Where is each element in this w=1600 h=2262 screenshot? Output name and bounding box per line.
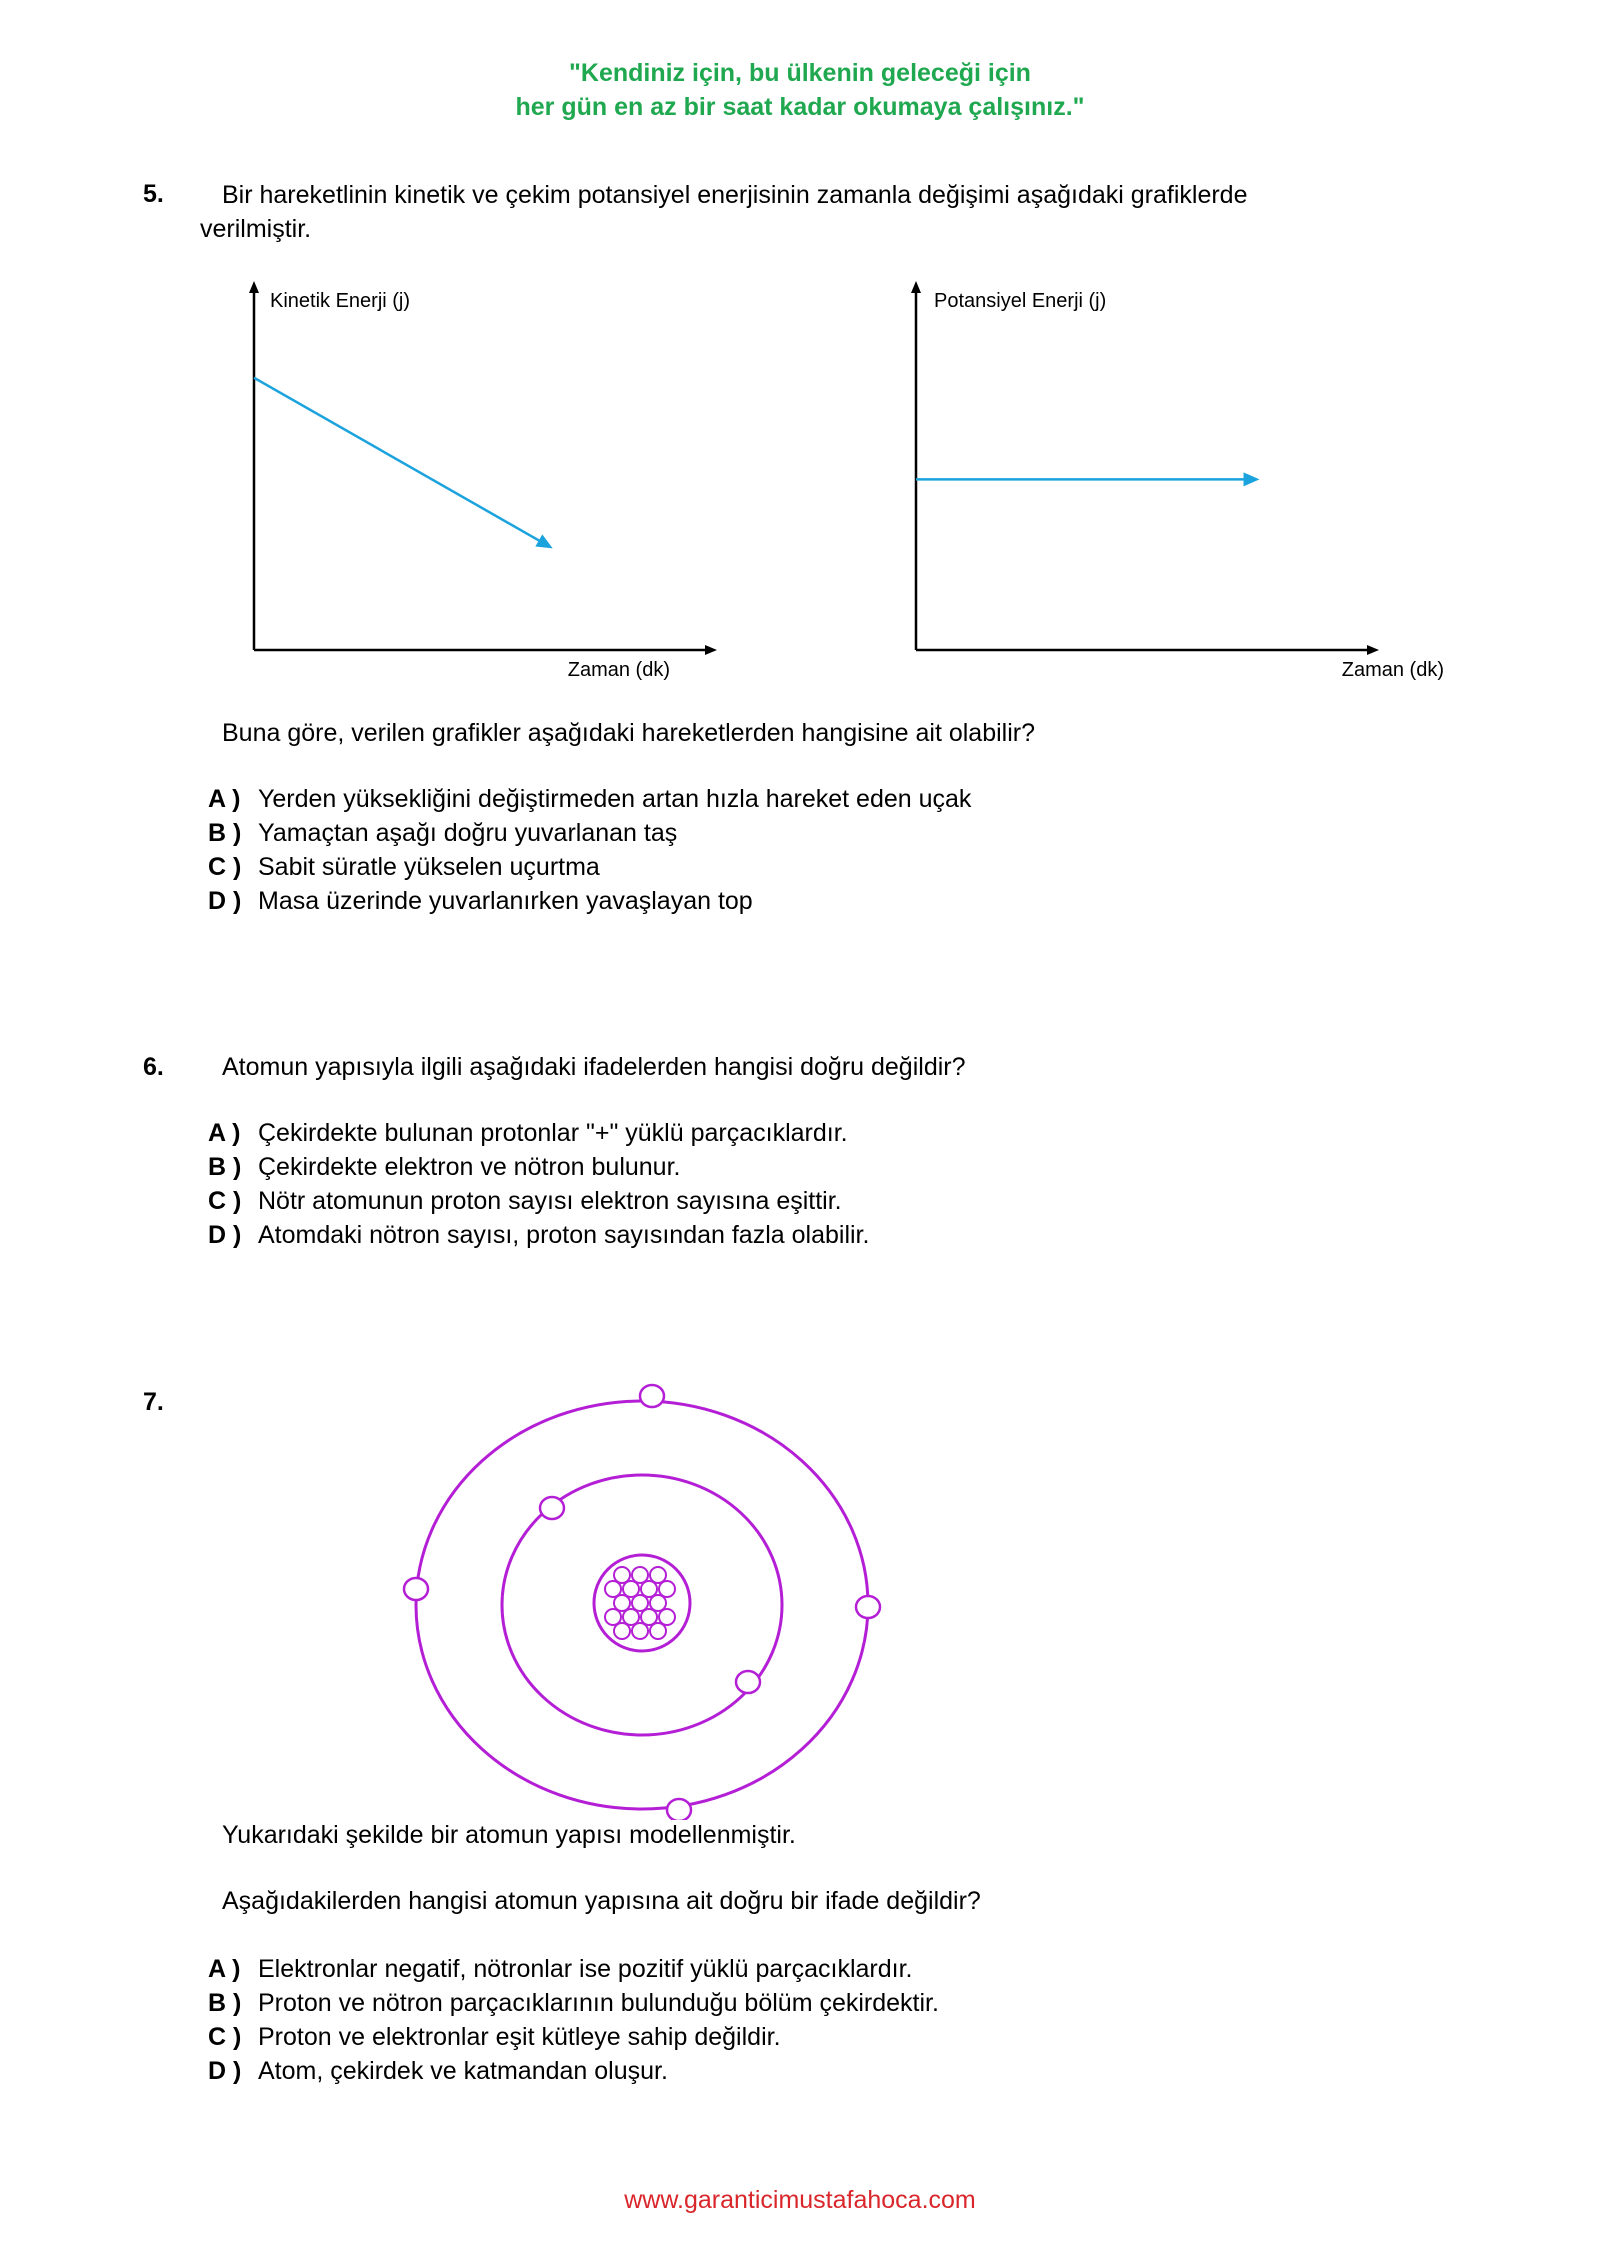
option-d[interactable]: D ) Masa üzerinde yuvarlanırken yavaşlayan top: [208, 887, 753, 915]
option-b[interactable]: B ) Yamaçtan aşağı doğru yuvarlanan taş: [208, 819, 678, 847]
nucleus-particles: [605, 1567, 675, 1639]
option-d[interactable]: D ) Atom, çekirdek ve katmandan oluşur.: [208, 2057, 668, 2085]
question-7-prompt: Aşağıdakilerden hangisi atomun yapısına ait doğru bir ifade değildir?: [222, 1887, 981, 1915]
x-axis-label: Zaman (dk): [1341, 659, 1444, 681]
nucleus-particle: [623, 1581, 639, 1597]
question-7-options: [208, 1952, 939, 2088]
option-c[interactable]: C ) Proton ve elektronlar eşit kütleye sahip değildir.: [208, 2023, 781, 2051]
nucleus-particle: [650, 1623, 666, 1639]
nucleus-particle: [605, 1609, 621, 1625]
nucleus-particle: [641, 1581, 657, 1597]
kinetic-energy-chart: [240, 275, 740, 685]
option-b[interactable]: B ) Proton ve nötron parçacıklarının bulunduğu bölüm çekirdektir.: [208, 1989, 939, 2017]
question-5-stem-line-1: Bir hareketlinin kinetik ve çekim potansiyel enerjisinin zamanla değişimi aşağıdaki grafiklerde: [222, 181, 1248, 209]
nucleus-particle: [623, 1609, 639, 1625]
x-axis-arrow: [705, 645, 717, 655]
question-5-prompt: Buna göre, verilen grafikler aşağıdaki hareketlerden hangisine ait olabilir?: [222, 719, 1035, 747]
nucleus-particle: [659, 1581, 675, 1597]
option-a[interactable]: A ) Elektronlar negatif, nötronlar ise pozitif yüklü parçacıklardır.: [208, 1955, 913, 1983]
series-arrowhead: [1244, 472, 1260, 486]
x-axis-arrow: [1367, 645, 1379, 655]
y-axis-arrow: [911, 281, 921, 293]
question-7-number: 7.: [143, 1388, 164, 1416]
question-6-prompt: Atomun yapısıyla ilgili aşağıdaki ifadelerden hangisi doğru değildir?: [222, 1053, 966, 1081]
y-axis-label: Potansiyel Enerji (j): [934, 290, 1107, 312]
potential-energy-chart: [902, 275, 1444, 685]
nucleus-particle: [614, 1623, 630, 1639]
nucleus-particle: [614, 1567, 630, 1583]
nucleus-particle: [650, 1567, 666, 1583]
question-6-options: [208, 1116, 869, 1252]
electron: [540, 1497, 564, 1519]
nucleus-particle: [632, 1567, 648, 1583]
footer-url[interactable]: www.garanticimustafahoca.com: [624, 2186, 976, 2214]
option-a[interactable]: A ) Yerden yüksekliğini değiştirmeden artan hızla hareket eden uçak: [208, 785, 972, 813]
x-axis-label: Zaman (dk): [567, 659, 670, 681]
question-5-number: 5.: [143, 180, 164, 208]
atom-model-figure: [390, 1360, 910, 1820]
option-c[interactable]: C ) Nötr atomunun proton sayısı elektron sayısına eşittir.: [208, 1187, 842, 1215]
electron: [667, 1799, 691, 1820]
y-axis-label: Kinetik Enerji (j): [270, 290, 411, 312]
y-axis-arrow: [249, 281, 259, 293]
electron: [404, 1578, 428, 1600]
option-c[interactable]: C ) Sabit süratle yükselen uçurtma: [208, 853, 600, 881]
electron: [856, 1596, 880, 1618]
nucleus-particle: [614, 1595, 630, 1611]
option-d[interactable]: D ) Atomdaki nötron sayısı, proton sayısından fazla olabilir.: [208, 1221, 870, 1249]
nucleus-particle: [632, 1595, 648, 1611]
electron: [640, 1385, 664, 1407]
question-6-number: 6.: [143, 1053, 164, 1081]
nucleus-particle: [605, 1581, 621, 1597]
nucleus-particle: [659, 1609, 675, 1625]
question-7-stem: Yukarıdaki şekilde bir atomun yapısı modellenmiştir.: [222, 1821, 796, 1849]
nucleus-particle: [650, 1595, 666, 1611]
question-5-options: [208, 782, 971, 918]
quote-line-1: "Kendiniz için, bu ülkenin geleceği için: [569, 59, 1031, 87]
motivational-quote: [0, 56, 1600, 124]
nucleus-particle: [641, 1609, 657, 1625]
nucleus-particle: [632, 1623, 648, 1639]
electron: [736, 1671, 760, 1693]
question-5-stem-line-2: verilmiştir.: [200, 215, 312, 243]
option-a[interactable]: A ) Çekirdekte bulunan protonlar "+" yüklü parçacıklardır.: [208, 1119, 848, 1147]
option-b[interactable]: B ) Çekirdekte elektron ve nötron bulunur.: [208, 1153, 681, 1181]
series-line: [254, 378, 539, 541]
quote-line-2: her gün en az bir saat kadar okumaya çalışınız.": [515, 93, 1085, 121]
